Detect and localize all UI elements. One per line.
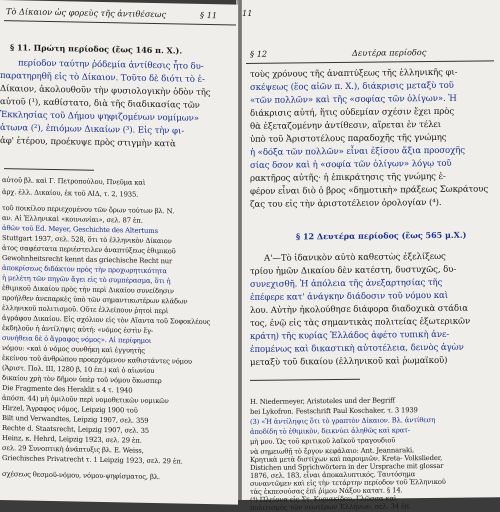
body-line: ἀφ' ἑτέρου, προέκυψε πρὸς στιγμὴν κατὰ <box>0 136 176 150</box>
body-line: θὰ ἐξεταζομένην ἀντίθεσιν, αἴρεται ἐν τέλει <box>250 119 442 132</box>
footnote-line: αὐτοῦ βλ. καὶ Γ. Πετροπούλου, Πνεῦμα καὶ <box>2 176 146 187</box>
footnote-line: σελ. 29 Συνοπτικὴ ἀνάπτυξις βλ. Ε. Weiss, <box>2 444 144 455</box>
body-line: ἡ «δόξα τῶν πολλῶν» εἶναι ἐξίσου ἄξια προσοχῆς <box>250 145 465 158</box>
footnote-line: αν. Αἱ Ἑλληνικαὶ «κοινωνίαι», σελ. 87 ἑπ. <box>2 214 143 225</box>
body-line: Α'—Τὸ ἰδανικὸν αὐτὸ καθεστὼς ἐξελίξεως <box>264 251 446 264</box>
footnote-line: ἀγράφου Δικαίου. Εἰς σχόλιον εἰς τὸν Αἴαντα τοῦ Σοφοκλέους <box>2 314 211 327</box>
right-page <box>242 0 500 512</box>
body-line: κράτη) τῆς κυρίας Ἑλλάδος ἀφέτο τυπικὴ ἀνε- <box>250 329 450 342</box>
footnote-line: Gewohnheitsrecht kennt das griechische Recht nur <box>2 254 173 266</box>
body-line: λου. Αὐτὴν ἠκολούθησε διάφορα διαδοχικὰ στάδια <box>250 303 468 316</box>
body-line: τος, ἐνῷ εἰς τὰς σημαντικὰς πολιτείας ἐξωτερικῶν <box>250 316 471 329</box>
footnote-line: ἐκείνου τοῦ ἀνθρώπου προερχόμενον καθιστάντες νόμου <box>2 354 192 366</box>
footnote-line: ἑλληνικοῦ πολιτισμοῦ. Οὔτε ἐλλείπουν ῥητοὶ περὶ <box>2 304 169 316</box>
footnote-line: συνήθεια δὲ ὁ ἄγραφος νόμος». Αἱ περίφημοι <box>2 334 152 345</box>
footnote-line: δικαίου χρὴ τὸν δῆμον ὑπὲρ τοῦ νόμου ὅκωσπερ <box>2 374 162 386</box>
footnote-line: Griechisches Privatrecht τ. 1 Leipzig 1923, σελ. 29 ἑπ. <box>2 454 183 466</box>
body-line: ὑπὸ τοῦ Ἀριστοτέλους παραδοχῆς τῆς γνώμης <box>250 132 447 145</box>
body-line: Δίκαιον, ἀκολουθοῦν τὴν φυσιολογικὴν ὁδὸν τῆς <box>0 84 211 99</box>
footnote-line: ἡ μελέτη τῶν πηγῶν ἄγει εἰς τὸ συμπέρασμα, ὅτι ἡ <box>2 274 171 286</box>
footnote-line: σχέσεως θεσμοῦ-νόμου, νόμου-ψηφίσματος, βλ. <box>2 470 160 482</box>
body-line: σκέψεως (ἕος αἰῶν π. Χ.), διάκρισις μεταξὺ τοῦ <box>250 80 454 93</box>
footnote-line: μὴ μου. Ὡς τοῦ κριτικοῦ λαϊκοῦ τραγουδιοῦ <box>250 436 396 446</box>
body-line: περίοδον ταύτην ῥόδεμία ἀντίθεσις ἦτο δυ- <box>18 58 204 72</box>
body-line: φέρον εἶναι διὸ ὁ βρος «δημοτικὴ» πράξεως Σωκράτους <box>250 184 489 197</box>
right-running-header: Δευτέρα περίοδος <box>352 47 427 58</box>
footnote-line: H. Niedermeyer, Aristoteles und der Begriff <box>250 396 395 406</box>
footnote-line: ἀποκρίσεως διδάκτον πρὸς τὴν προχωρητικότητα <box>2 264 167 276</box>
footnote-line: ἀθῶν τοῦ Ed. Meyer, Geschichte des Altertums <box>2 224 158 236</box>
body-line: σίας δσον καὶ ἡ «σοφία τῶν ὀλίγων» λόγῳ τοῦ <box>250 158 452 171</box>
footnote-line: προήλθεν ἀνεπαρκὲς ὑπὸ τῶν σημαντικωτέρων κλάδων <box>2 294 188 306</box>
left-header-section: § 11 <box>200 9 218 21</box>
footnote-line: ἀπόσπ. 44) μὴ ὁμιλοῦν περὶ νομοθετικῶν νομικῶν <box>2 394 169 406</box>
footnote-line: πολιτισμὸς τῶν νεωτέρων Ἑλλήνων, σελ. 34 ἑπ. <box>250 502 411 512</box>
left-section-heading: § 11. Πρώτη περίοδος (ἕως 146 π. Χ.). <box>10 42 183 56</box>
footnote-line: Hirzel, Ἄγραφος νόμος, Leipzig 1900 τοῦ <box>2 404 138 415</box>
footnote-line: τὰς ἐκπεσούσας ἐπὶ ῥίμου Νάξου κατατ. § 14. <box>250 486 403 496</box>
footnote-line: ἐκδηλοῦν ἡ ἀντίληψις αὐτή: «νόμος ἐστὶν ἔγ- <box>2 324 154 335</box>
footnote-line: Bilt und Verwandtes, Leipzig 1907, σελ. 359 <box>2 414 149 425</box>
right-page-number: 11 <box>242 7 253 19</box>
body-line: ἐπέφερε κατ' ἀνάγκην διάδοσιν τοῦ νόμου καὶ <box>250 290 449 303</box>
footnote-line: bei Lykofron. Festschrift Paul Koschaker, τ. 3 1939 <box>250 406 418 416</box>
footnote-line: ἀτος σαφέστατα περιέστειλεν ἀναπτύξεως ἐθιμικοῦ <box>2 244 176 256</box>
body-line: ἐπομένως καὶ δικαστικὴ αὐτοτέλεια, δεινὸς ἀγὼν <box>250 342 464 355</box>
right-section-heading: § 12 Δευτέρα περίοδος (ἕως 565 μ.Χ.) <box>296 229 467 242</box>
footnote-line: ἐθιμικοῦ Δικαίου πρὸς τὴν περὶ Δικαίου συνείδησιν <box>2 284 174 296</box>
footnote-line: Stuttgart 1937, σελ. 528, ὅτι τὸ ἑλληνικὸν Δίκαιον <box>2 234 172 246</box>
body-line: Ἐκκλησίας τοῦ Δήμου ψηφιζομένων νομίμων» <box>0 110 199 124</box>
body-line: ἀτωνα (²), ἐπιόμων Δικαίων (³). Εἰς τὴν φι- <box>0 123 185 137</box>
footnote-line: (Ἀριστ. Πολ. ΙΙΙ, 1280 β, 10 ἑπ.) καὶ ὁ αἰωνίου <box>2 364 155 375</box>
body-line: αὐτοῦ (¹), καθίστατο, διὰ τῆς διαδικασίας τῶν <box>0 97 200 111</box>
body-line: «τῶν πολλῶν» καὶ τῆς «σοφίας τῶν ὀλίγων». Ἡ <box>250 93 457 106</box>
footnote-line: Distichen und Sprichwörtern in der Ursprache mit glossar <box>250 461 444 472</box>
left-page <box>0 0 238 505</box>
footnote-line: (⁴) Πλείονα εἰς Στ. Κυριακίδου, Γλῶσσα καὶ <box>250 494 397 504</box>
body-line: διάκρισις αὐτή, ἥτις οὐδεμίαν σχέσιν ἔχει πρὸς <box>250 106 455 119</box>
left-running-header: Τὸ Δίκαιον ὡς φορεὺς τῆς ἀντιθέσεως <box>6 6 167 20</box>
footnote-line: τοῦ ποικίλου περιεχομένου τῶν ὅρων τούτων βλ. Ν. <box>2 204 175 216</box>
footnote-line: νόμου: «καὶ ὁ νόμος συνθήκη καὶ ἐγγυητὴς <box>2 344 145 355</box>
footnote-line: ἀρχ. ἑλλ. Δικαίου, ἐκ τοῦ ΑΙΔ, τ. 2, 1935. <box>2 188 139 199</box>
right-header-rule <box>246 60 494 64</box>
footnote-line: Die Fragmente des Heraklit s 4 τ. 1940 <box>2 384 133 395</box>
footnote-line: νὰ σημειωθῇ τὸ ἔργον κεφάλαιο: Ant. Jeannaraki, <box>250 446 415 456</box>
left-header-rule <box>4 20 236 25</box>
footnote-line: Heinz, κ. Hehrd, Leipzig 1923, σελ. 29 ἑπ. <box>2 434 142 445</box>
footnote-line: συναντῶμεν καὶ εἰς τὴν τετάρτην περίοδον τοῦ Ἑλληνικοῦ <box>250 477 446 488</box>
right-header-section: § 12 <box>250 48 268 59</box>
body-line: συνεχισθῆ. Ἡ ἀπόλεια τῆς ἀνεξαρτησίας τῆς <box>250 277 443 290</box>
body-line: ρακτῆρος αὐτῆς· ἡ ἐπικράτησις τῆς γνώμης ἐ- <box>250 171 446 184</box>
body-line: τρίου ἡμῶν Δικαίου δὲν κατέστη, δυστυχῶς, δυ- <box>250 264 457 277</box>
body-line: ζας του εἰς τὴν ἀριστοτέλειον ὁρολογίαν (⁴). <box>250 197 442 210</box>
right-footnote-rule <box>250 379 360 381</box>
left-footnote-rule <box>4 168 94 171</box>
footnote-line: (3) «Ἡ ἀντίληψις ὅτι τὸ γραπτὸν Δίκαιον. Βλ. ἀντίθεση <box>250 415 436 426</box>
footnote-line: ἀποδίδη τὸ ἐθιμικὸν, δεικνύει ἀληθῶς καὶ κρατ- <box>250 426 410 436</box>
body-line: τοὺς χρόνους τῆς ἀναπτύξεως τῆς ἑλληνικῆς φι- <box>250 67 458 80</box>
footnote-line: Rechte d. Staatsrecht, Leipzig 1907, σελ. 35 <box>2 424 149 435</box>
footnote-line: Κρητικὰ μετὰ διστίχων καὶ παροιμιῶν. Kreta- Volkslieder, <box>250 453 443 464</box>
footnote-line: 1876, σελ. 183, εἶναι ἀποκαλυπτικός. Ταυτόσημα <box>250 470 416 480</box>
body-line: παρατηρηθῆ εἰς τὸ Δίκαιον. Τοῦτο δὲ διότι τὸ ἐ- <box>0 71 205 85</box>
body-line: μεταξὺ τοῦ δικαίου (ἑλληνικοῦ καὶ ῥωμαϊκοῦ) <box>250 355 448 368</box>
